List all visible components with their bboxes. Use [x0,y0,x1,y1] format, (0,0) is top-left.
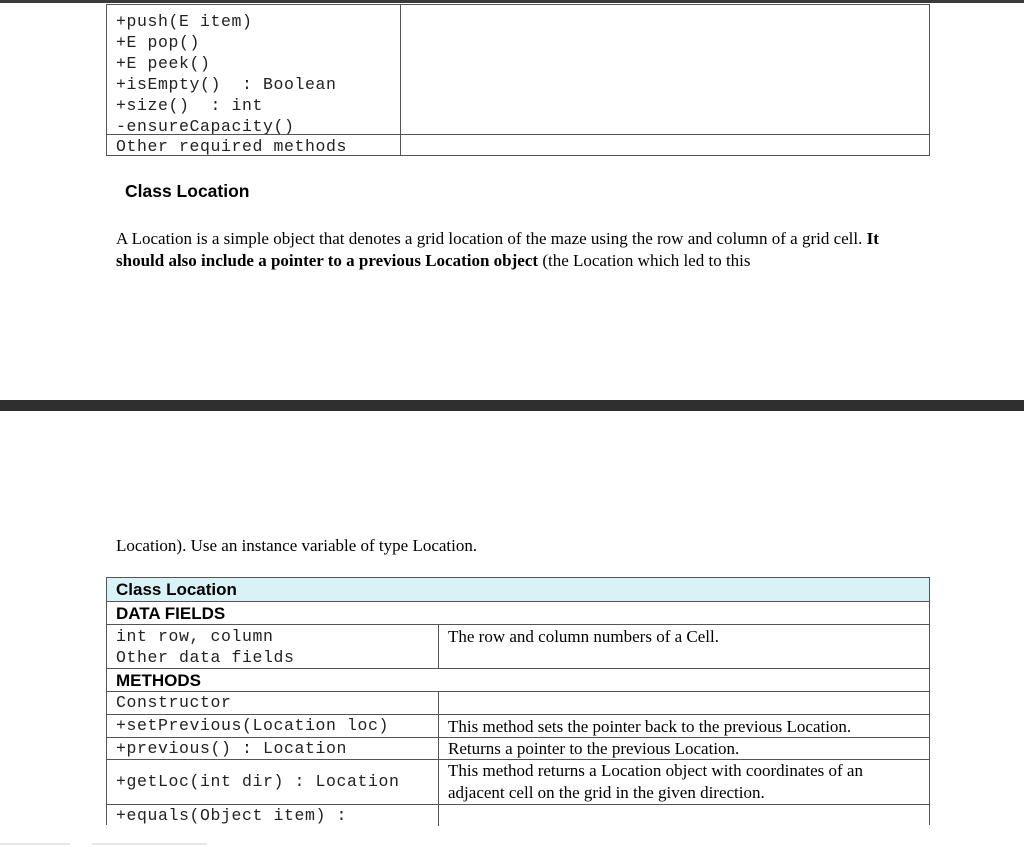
methods-header-row [107,669,929,692]
method-row-previous [107,738,929,760]
stack-methods-table [106,4,930,156]
method-row-getloc [107,760,929,805]
field-row-column: int row, column [116,627,274,646]
method-row-equals [107,805,929,826]
method-ensurecapacity: -ensureCapacity() [116,117,295,136]
method-isempty: +isEmpty() : Boolean [116,75,337,94]
method-getloc: +getLoc(int dir) : Location [107,760,439,804]
table-title: Class Location [116,580,237,599]
method-setprevious-desc: This method sets the pointer back to the previous Location. [448,717,852,736]
page-break-bar [0,400,1024,411]
method-constructor: Constructor [107,692,439,714]
fields-cell [107,625,439,668]
section-heading: Class Location [125,181,250,201]
method-constructor-desc [439,692,929,714]
footer-mark [0,843,70,845]
paragraph-text: A Location is a simple object that denotes a grid location of the maze using the row and column of a grid cell. [116,229,867,248]
location-class-table [106,577,930,825]
method-pop: +E pop() [116,33,201,52]
footer-mark [92,843,207,845]
methods-column [107,5,401,155]
method-equals: +equals(Object item) : [107,805,439,826]
method-getloc-desc: This method returns a Location object with coordinates of an adjacent cell on the grid in the given direction. [448,761,863,802]
method-previous: +previous() : Location [107,738,439,759]
field-other: Other data fields [116,648,295,667]
method-push: +push(E item) [116,12,253,31]
data-fields-header: DATA FIELDS [116,604,226,623]
paragraph-text-end: (the Location which led to this [538,250,751,270]
method-size: +size() : int [116,96,264,115]
data-fields-header-row [107,602,929,625]
top-border [0,0,1024,3]
method-previous-desc: Returns a pointer to the previous Location. [448,739,740,758]
method-peek: +E peek() [116,54,211,73]
table-title-row [107,578,929,602]
methods-header: METHODS [116,671,201,690]
fields-row [107,625,929,669]
paragraph-continuation: Location). Use an instance variable of type Location. [116,536,478,555]
table-divider [107,134,929,135]
fields-description: The row and column numbers of a Cell. [448,627,719,646]
method-setprevious: +setPrevious(Location loc) [107,715,439,737]
location-paragraph [116,228,916,271]
other-required-methods: Other required methods [116,137,348,156]
method-row-setprevious [107,715,929,738]
method-row-constructor [107,692,929,715]
method-equals-desc [439,805,929,826]
paragraph-bold-text: It should also include a pointer to a previous Location object [116,229,879,270]
